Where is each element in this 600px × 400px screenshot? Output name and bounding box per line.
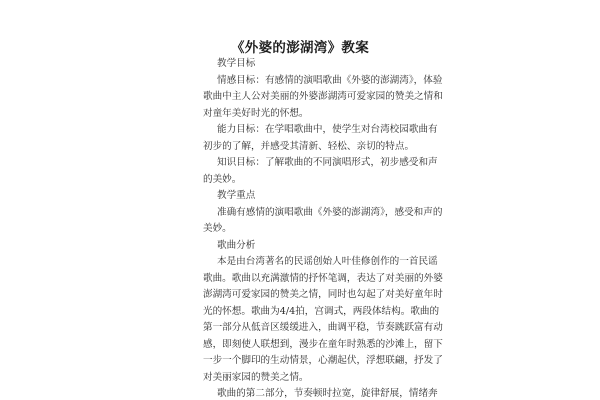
- paragraph-line: 知识目标：了解歌曲的不同演唱形式，初步感受和声: [217, 157, 438, 168]
- paragraph-line: 一步一个脚印的生动情景，心潮起伏，浮想联翩，抒发了: [203, 355, 443, 366]
- heading-teaching-goals: 教学目标: [217, 58, 256, 69]
- paragraph-line: 本是由台湾著名的民谣创始人叶佳修创作的一首民谣: [217, 256, 438, 267]
- paragraph-line: 情感目标：有感情的演唱歌曲《外婆的澎湖湾》，体验: [217, 75, 443, 86]
- paragraph-line: 第一部分从低音区缓缓进入，曲调平稳，节奏跳跃富有动: [203, 322, 443, 333]
- heading-song-analysis: 歌曲分析: [217, 240, 256, 251]
- paragraph-line: 准确有感情的演唱歌曲《外婆的澎湖湾》，感受和声的: [217, 207, 443, 218]
- paragraph-line: 能力目标：在学唱歌曲中，使学生对台湾校园歌曲有: [217, 124, 438, 135]
- paragraph-line: 对美丽家园的赞美之情。: [203, 372, 309, 383]
- heading-teaching-focus: 教学重点: [217, 190, 256, 201]
- paragraph-line: 感，即刻使人联想到，漫步在童年时熟悉的沙滩上，留下: [203, 339, 443, 350]
- paragraph-line: 初步的了解，并感受其清新、轻松、亲切的特点。: [203, 141, 415, 152]
- paragraph-line: 美妙。: [203, 223, 232, 234]
- paragraph-line: 歌曲中主人公对美丽的外婆澎湖湾可爱家园的赞美之情和: [203, 91, 443, 102]
- paragraph-line: 澎湖湾可爱家园的赞美之情，同时也勾起了对美好童年时: [203, 289, 443, 300]
- paragraph-line: 歌曲的第二部分，节奏顿时拉宽，旋律舒展，情绪奔: [217, 388, 438, 399]
- paragraph-line: 光的怀想。歌曲为4/4拍，宫调式，两段体结构。歌曲的: [203, 306, 440, 317]
- paragraph-line: 歌曲。歌曲以充满激情的抒怀笔调，表达了对美丽的外婆: [203, 273, 443, 284]
- document-title: 《外婆的澎湖湾》教案: [231, 40, 369, 56]
- paragraph-line: 对童年美好时光的怀想。: [203, 108, 309, 119]
- paragraph-line: 的美妙。: [203, 174, 242, 185]
